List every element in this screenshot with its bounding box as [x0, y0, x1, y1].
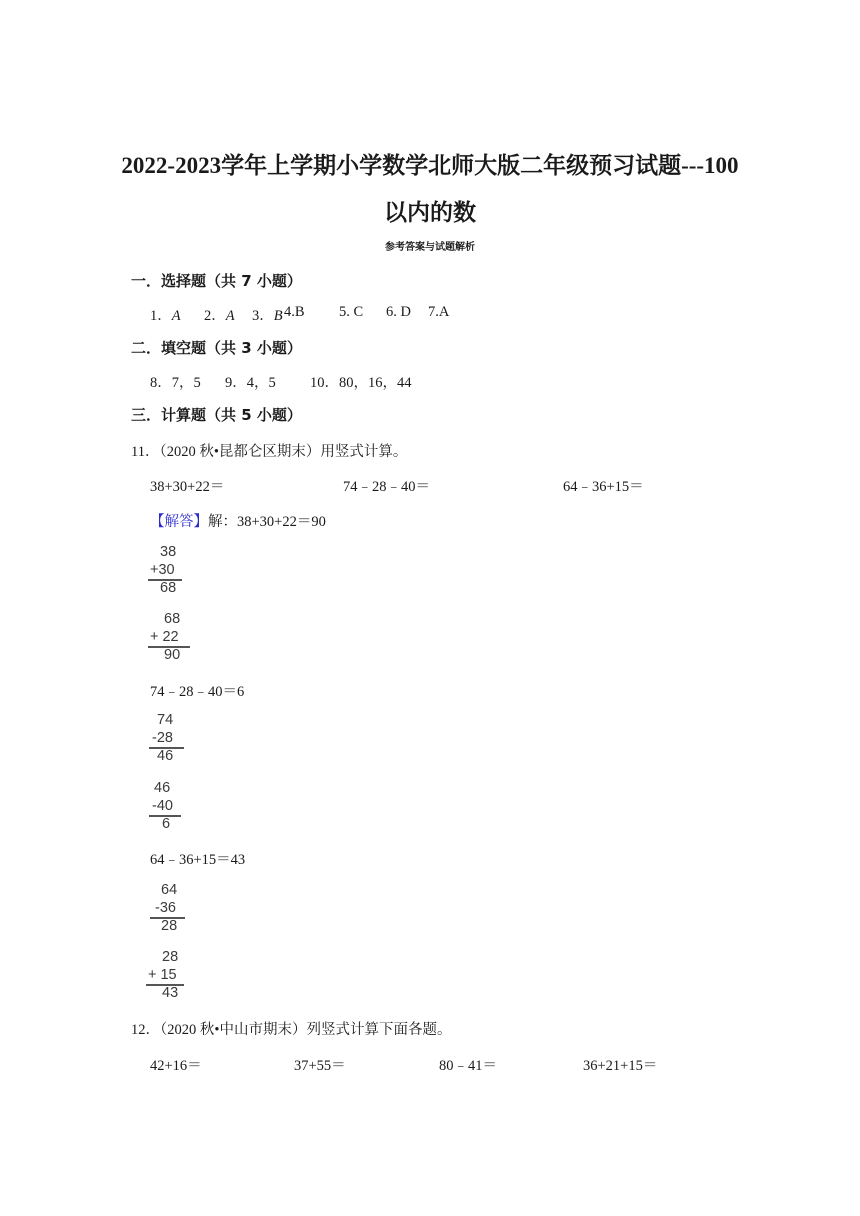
subtitle: 参考答案与试题解析: [385, 242, 475, 253]
answer-10: 10．80，16，44: [310, 375, 412, 391]
q12-expression-1: 42+16＝: [150, 1058, 202, 1074]
vertical-calc-3: 74 -28 46: [152, 711, 173, 765]
result-line-2: 74﹣28﹣40＝6: [150, 684, 245, 700]
q12-expression-2: 37+55＝: [294, 1058, 346, 1074]
q12-expression-4: 36+21+15＝: [583, 1058, 658, 1074]
q12-expression-3: 80﹣41＝: [439, 1058, 497, 1074]
q11-expression-3: 64﹣36+15＝: [563, 479, 644, 495]
question-12: 12．（2020 秋•中山市期末）列竖式计算下面各题。: [131, 1022, 452, 1038]
answer-8: 8．7，5: [150, 375, 201, 391]
q11-expression-1: 38+30+22＝: [150, 479, 225, 495]
q11-expression-2: 74﹣28﹣40＝: [343, 479, 430, 495]
answer-line: 【解答】解：38+30+22＝90: [150, 514, 326, 530]
title-line-2: 以内的数: [384, 200, 476, 225]
answer-6: 6. D: [386, 304, 411, 320]
section-heading-calc: 三．计算题（共 5 小题）: [131, 406, 302, 424]
section-heading-choice: 一．选择题（共 7 小题）: [131, 272, 302, 290]
answer-1: 1．A: [150, 308, 181, 324]
answer-2: 2．A: [204, 308, 235, 324]
vertical-calc-5: 64 -36 28: [155, 881, 177, 935]
question-11: 11．（2020 秋•昆都仑区期末）用竖式计算。: [131, 444, 408, 460]
result-line-3: 64﹣36+15＝43: [150, 852, 246, 868]
answer-5: 5. C: [339, 304, 364, 320]
answer-tag: 【解答】: [150, 514, 208, 530]
answer-7: 7.A: [428, 304, 450, 320]
title-line-1: 2022-2023学年上学期小学数学北师大版二年级预习试题---100: [121, 153, 739, 178]
answer-3: 3．B: [252, 308, 283, 324]
vertical-calc-6: 28 + 15 43: [148, 948, 178, 1002]
section-heading-fill: 二．填空题（共 3 小题）: [131, 339, 302, 357]
answer-9: 9．4，5: [225, 375, 276, 391]
vertical-calc-1: 38 +30 68: [150, 543, 176, 597]
vertical-calc-4: 46 -40 6: [152, 779, 173, 833]
vertical-calc-2: 68 + 22 90: [150, 610, 180, 664]
answer-4: 4.B: [284, 304, 305, 320]
